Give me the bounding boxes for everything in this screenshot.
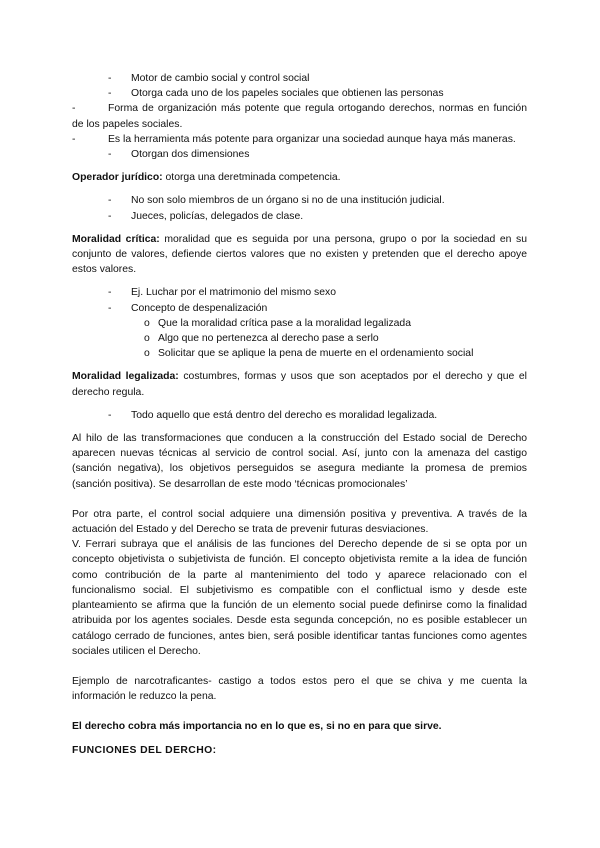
paragraph-control-social: Por otra parte, el control social adquiere una dimensión positiva y preventiva. A través de la actuación del Estado y del Derecho se trata de prevenir futuras desviaciones.	[72, 508, 527, 536]
list-item: - Otorgan dos dimensiones	[108, 149, 250, 161]
list-item: - Concepto de despenalización	[108, 302, 268, 314]
list-item-wrapped: - Es la herramienta más potente para organizar una sociedad aunque haya más maneras.	[72, 133, 516, 145]
paragraph-ferrari: V. Ferrari subraya que el análisis de las funciones del Derecho depende de si se opta por un concepto objetivista o subjetivista de función. El concepto objetivista remite a la idea de función como contribución de la parte al mantenimiento del todo y aparece relacionado con el funcionalismo social. El subjetivismo es compatible con el conflictual ismo y desde este planteamiento se afirma que la función de un elemento social puede definirse como la finalidad atribuida por los agentes sociales. Desde esta segunda concepción, no es posible establecer un catálogo cerrado de funciones, antes bien, será posible identificar tantas funciones como agentes sociales utilicen el Derecho.	[72, 539, 527, 657]
section-heading: FUNCIONES DEL DERCHO:	[72, 744, 217, 756]
list-item-wrapped: - Forma de organización más potente que regula ortogando derechos, normas en función de los papeles sociales.	[72, 103, 527, 130]
sub-list-item: o Que la moralidad crítica pase a la moralidad legalizada	[144, 317, 411, 329]
list-item: - Otorga cada uno de los papeles sociales que obtienen las personas	[108, 88, 444, 100]
sub-list-item: o Solicitar que se aplique la pena de muerte en el ordenamiento social	[144, 348, 474, 360]
sub-list-item: o Algo que no pertenezca al derecho pase a serlo	[144, 333, 379, 345]
document-page	[72, 71, 527, 758]
list-item: - No son solo miembros de un órgano si no de una institución judicial.	[108, 195, 445, 207]
paragraph-estado-social: Al hilo de las transformaciones que conducen a la construcción del Estado social de Derecho aparecen nuevas técnicas al servicio de control social. Así, junto con la amenaza del castigo (sanción negativa), los objetivos perseguidos se asegura mediante la promesa de premios (sanción positiva). Se desarrollan de este modo ‘técnicas promocionales’	[72, 433, 527, 490]
list-item: - Motor de cambio social y control social	[108, 73, 310, 84]
definition-moralidad-legalizada: Moralidad legalizada: costumbres, formas y usos que son aceptados por el derecho y que el derecho regula.	[72, 371, 527, 398]
list-item: - Jueces, policías, delegados de clase.	[108, 210, 304, 222]
list-item: - Ej. Luchar por el matrimonio del mismo sexo	[108, 287, 337, 299]
definition-operador: Operador jurídico: otorga una deretminada competencia.	[72, 172, 341, 184]
list-item: - Todo aquello que está dentro del derecho es moralidad legalizada.	[108, 409, 438, 421]
bold-statement: El derecho cobra más importancia no en lo que es, si no en para que sirve.	[72, 721, 442, 733]
definition-moralidad-critica: Moralidad crítica: moralidad que es seguida por una persona, grupo o por la sociedad en su conjunto de valores, defiende ciertos valores que no existen y pretenden que el derecho apoye estos valores.	[72, 233, 527, 276]
paragraph-ejemplo: Ejemplo de narcotraficantes- castigo a todos estos pero el que se chiva y me cuenta la información le reduzco la pena.	[72, 675, 527, 703]
